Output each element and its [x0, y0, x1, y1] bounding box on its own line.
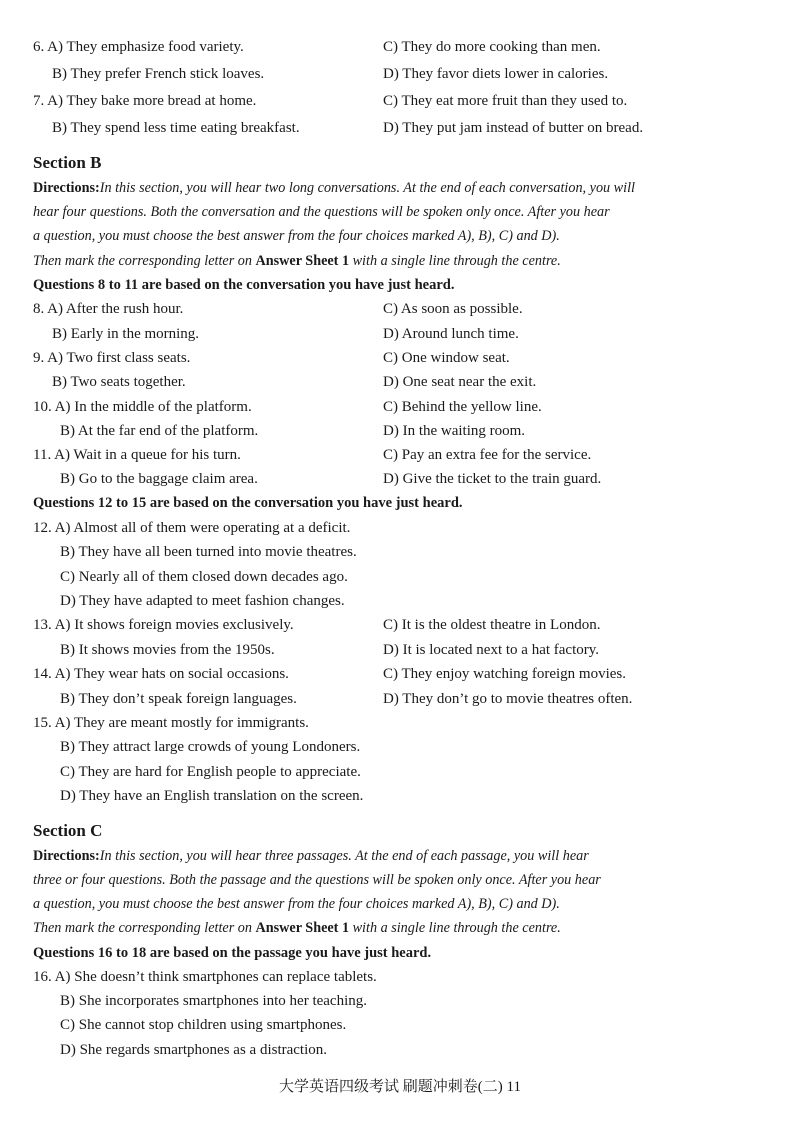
q8-row1 — [0, 297, 800, 321]
q15-row2 — [0, 735, 800, 759]
q12-option-d: D) They have adapted to meet fashion changes. — [60, 593, 345, 609]
section-c-directions-line1: Directions:In this section, you will hear three passages. At the end of each passage, you will hear — [33, 848, 589, 864]
q16-option-c: C) She cannot stop children using smartphones. — [60, 1017, 347, 1033]
q7-option-b: B) They spend less time eating breakfast. — [52, 120, 300, 136]
q16-row4 — [0, 1038, 800, 1062]
q12-row1 — [0, 516, 800, 540]
q16-row3 — [0, 1013, 800, 1037]
q8-option-a: 8. A) After the rush hour. — [33, 301, 184, 317]
q10-option-a: 10. A) In the middle of the platform. — [33, 399, 252, 415]
q11-row2 — [0, 467, 800, 491]
answer-sheet-label: Answer Sheet 1 — [255, 920, 350, 936]
q10-option-c: C) Behind the yellow line. — [383, 399, 542, 415]
section-b-directions-line2: hear four questions. Both the conversation and the questions will be spoken only once. After you hear — [33, 204, 610, 220]
q11-row1 — [0, 443, 800, 467]
q14-row1 — [0, 662, 800, 686]
section-b-directions-line1: Directions:In this section, you will hear two long conversations. At the end of each conversation, you will — [33, 180, 635, 196]
q14-option-a: 14. A) They wear hats on social occasions. — [33, 666, 289, 682]
q9-row2 — [0, 370, 800, 394]
q7-option-a: 7. A) They bake more bread at home. — [33, 93, 257, 109]
q15-row1 — [0, 711, 800, 735]
directions-label: Directions: — [33, 180, 100, 196]
questions-8-11-heading: Questions 8 to 11 are based on the conversation you have just heard. — [33, 277, 455, 293]
q7-option-c: C) They eat more fruit than they used to. — [383, 93, 628, 109]
q11-option-d: D) Give the ticket to the train guard. — [383, 471, 602, 487]
q13-row2 — [0, 638, 800, 662]
q7-row2 — [0, 116, 800, 140]
q10-option-b: B) At the far end of the platform. — [60, 423, 259, 439]
q13-option-d: D) It is located next to a hat factory. — [383, 642, 600, 658]
q9-row1 — [0, 346, 800, 370]
q16-option-a: 16. A) She doesn’t think smartphones can replace tablets. — [33, 969, 377, 985]
q13-option-b: B) It shows movies from the 1950s. — [60, 642, 275, 658]
q10-option-d: D) In the waiting room. — [383, 423, 526, 439]
section-b-directions-line3: a question, you must choose the best answer from the four choices marked A), B), C) and D). — [33, 228, 560, 244]
directions-label: Directions: — [33, 848, 100, 864]
q6-option-b: B) They prefer French stick loaves. — [52, 66, 265, 82]
q12-option-b: B) They have all been turned into movie theatres. — [60, 544, 357, 560]
section-b-directions-line4: Then mark the corresponding letter on Answer Sheet 1 with a single line through the centre. — [33, 253, 561, 269]
answer-sheet-label: Answer Sheet 1 — [255, 253, 350, 269]
section-c-title: Section C — [33, 821, 103, 840]
q12-option-c: C) Nearly all of them closed down decades ago. — [60, 569, 348, 585]
q16-option-d: D) She regards smartphones as a distraction. — [60, 1042, 328, 1058]
q15-option-d: D) They have an English translation on the screen. — [60, 788, 364, 804]
q6-option-a: 6. A) They emphasize food variety. — [33, 39, 244, 55]
q12-row3 — [0, 565, 800, 589]
q13-row1 — [0, 613, 800, 637]
q12-option-a: 12. A) Almost all of them were operating at a deficit. — [33, 520, 351, 536]
q8-row2 — [0, 322, 800, 346]
q14-option-c: C) They enjoy watching foreign movies. — [383, 666, 627, 682]
q13-option-c: C) It is the oldest theatre in London. — [383, 617, 601, 633]
section-c-directions-line4: Then mark the corresponding letter on Answer Sheet 1 with a single line through the centre. — [33, 920, 561, 936]
q15-option-b: B) They attract large crowds of young Londoners. — [60, 739, 361, 755]
q8-option-b: B) Early in the morning. — [52, 326, 200, 342]
questions-12-15-heading: Questions 12 to 15 are based on the conversation you have just heard. — [33, 495, 463, 511]
section-c-directions-line3: a question, you must choose the best answer from the four choices marked A), B), C) and D). — [33, 896, 560, 912]
q10-row2 — [0, 419, 800, 443]
page-footer: 大学英语四级考试 刷题冲刺卷(二) 11 — [279, 1079, 521, 1095]
section-c-directions-line2: three or four questions. Both the passage and the questions will be spoken only once. After you hear — [33, 872, 601, 888]
q14-option-b: B) They don’t speak foreign languages. — [60, 691, 297, 707]
q15-option-c: C) They are hard for English people to appreciate. — [60, 764, 361, 780]
q16-row1 — [0, 965, 800, 989]
q6-row2 — [0, 62, 800, 86]
q14-row2 — [0, 687, 800, 711]
q12-row2 — [0, 540, 800, 564]
q16-row2 — [0, 989, 800, 1013]
q7-row1 — [0, 89, 800, 113]
q14-option-d: D) They don’t go to movie theatres often. — [383, 691, 633, 707]
q9-option-b: B) Two seats together. — [52, 374, 186, 390]
q6-option-d: D) They favor diets lower in calories. — [383, 66, 609, 82]
q15-option-a: 15. A) They are meant mostly for immigrants. — [33, 715, 309, 731]
q6-row1 — [0, 35, 800, 59]
q11-option-b: B) Go to the baggage claim area. — [60, 471, 258, 487]
q13-option-a: 13. A) It shows foreign movies exclusively. — [33, 617, 294, 633]
q12-row4 — [0, 589, 800, 613]
q8-option-d: D) Around lunch time. — [383, 326, 519, 342]
q15-row3 — [0, 760, 800, 784]
q9-option-d: D) One seat near the exit. — [383, 374, 537, 390]
q7-option-d: D) They put jam instead of butter on bread. — [383, 120, 644, 136]
q8-option-c: C) As soon as possible. — [383, 301, 523, 317]
questions-16-18-heading: Questions 16 to 18 are based on the passage you have just heard. — [33, 945, 432, 961]
q16-option-b: B) She incorporates smartphones into her teaching. — [60, 993, 368, 1009]
q9-option-c: C) One window seat. — [383, 350, 510, 366]
q15-row4 — [0, 784, 800, 808]
q9-option-a: 9. A) Two first class seats. — [33, 350, 191, 366]
q11-option-a: 11. A) Wait in a queue for his turn. — [33, 447, 241, 463]
q10-row1 — [0, 395, 800, 419]
q6-option-c: C) They do more cooking than men. — [383, 39, 601, 55]
q11-option-c: C) Pay an extra fee for the service. — [383, 447, 592, 463]
section-b-title: Section B — [33, 153, 102, 172]
